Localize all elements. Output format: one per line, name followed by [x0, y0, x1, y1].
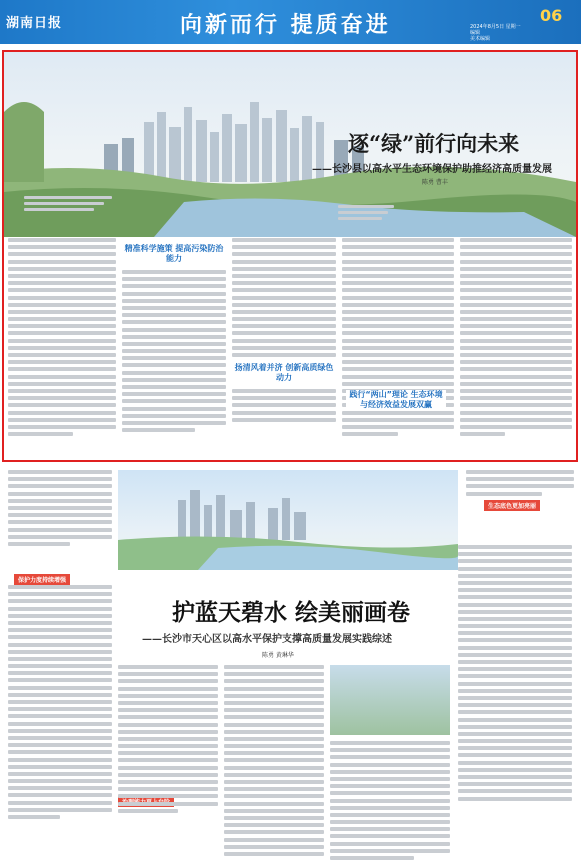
art-editor-line: 美术编辑: [470, 36, 491, 42]
newspaper-logo: 湖南日报: [6, 16, 63, 31]
body-column: [460, 238, 572, 439]
article2-subheadline: ——长沙市天心区以高水平保护支撑高质量发展实践综述: [142, 634, 392, 645]
article1-headline: 逐“绿”前行向未来: [348, 131, 520, 156]
section-head: 扬清风着并济 创新高质绿色动力: [234, 363, 334, 382]
article2-headline: 护蓝天碧水 绘美丽画卷: [172, 599, 411, 626]
date-block: [470, 24, 538, 42]
article2-left-intro: [8, 470, 112, 549]
body-column: [8, 585, 112, 822]
section-head: 践行“两山”理论 生态环境与经济效益发展双赢: [346, 390, 446, 410]
section-tag: 保护力度持续增强: [14, 574, 70, 585]
riverside-city-illustration: [118, 470, 458, 570]
article1-subheadline: ——长沙县以高水平生态环境保护助推经济高质量发展: [312, 164, 552, 175]
article2-hero-image: [118, 470, 458, 570]
image-caption: [24, 196, 114, 215]
body-column: [224, 665, 324, 859]
article1-body: [8, 238, 574, 458]
page-number: 06: [540, 6, 563, 25]
body-column: [122, 238, 226, 435]
body-column: [232, 238, 336, 425]
body-column: [458, 545, 572, 804]
section-head: 精准科学施策 提高污染防治能力: [124, 244, 224, 263]
article2-right-intro: [466, 470, 574, 499]
body-column: [330, 665, 450, 863]
image-caption-2: [338, 205, 398, 224]
date-line: 2024年8月5日 星期一: [470, 24, 521, 30]
section-banner-title: 向新而行 提质奋进: [180, 13, 391, 38]
aerial-photo: [330, 665, 450, 735]
article2-byline: 陈勇 黄琳华: [262, 652, 294, 659]
page-masthead: [0, 0, 581, 44]
body-column: [118, 665, 218, 816]
editor-line: 编辑: [470, 30, 481, 36]
article1-byline: 陈勇 曹丰: [422, 179, 448, 186]
body-column: [8, 238, 116, 439]
section-tag: 生态底色更加亮丽: [484, 500, 540, 511]
